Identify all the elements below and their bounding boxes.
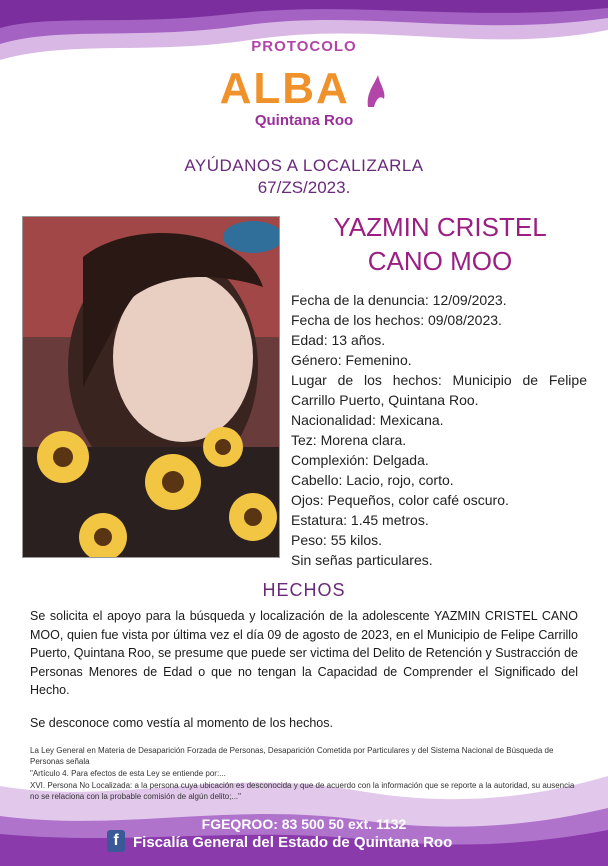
alba-logo — [0, 64, 608, 114]
region-label: Quintana Roo — [254, 112, 354, 129]
detail-complexion: Complexión: Delgada. — [291, 452, 429, 468]
detail-fecha-denuncia: Fecha de la denuncia: 12/09/2023. — [291, 292, 507, 308]
person-details — [291, 290, 587, 570]
alba-wordmark: ALBA — [219, 64, 349, 113]
help-heading: AYÚDANOS A LOCALIZARLA — [184, 156, 424, 175]
missing-person-name — [300, 210, 580, 278]
detail-edad: Edad: 13 años. — [291, 332, 386, 348]
detail-peso: Peso: 55 kilos. — [291, 532, 383, 548]
detail-cabello: Cabello: Lacio, rojo, corto. — [291, 472, 454, 488]
butterfly-icon — [364, 73, 388, 109]
detail-fecha-hechos: Fecha de los hechos: 09/08/2023. — [291, 312, 502, 328]
missing-person-photo — [22, 216, 280, 558]
legal-text — [30, 745, 578, 803]
hechos-paragraph: Se solicita el apoyo para la búsqueda y localización de la adolescente YAZMIN CRISTEL CANO MOO, quien fue vista por última vez el día 09 de agosto de 2023, en el Municipio de Felipe Carrillo Puerto, Quintana Roo, se presume que puede ser victima del Delito de Retención y Sustracción de Personas Menores de Edad o que no tengan la Capacidad de Comprender el Significado del Hecho. — [30, 609, 578, 697]
detail-estatura: Estatura: 1.45 metros. — [291, 512, 429, 528]
legal-line-2: "Artículo 4. Para efectos de esta Ley se entiende por:... — [30, 769, 226, 778]
clothing-note: Se desconoce como vestía al momento de los hechos. — [30, 716, 333, 730]
name-line-1: YAZMIN CRISTEL — [333, 212, 547, 242]
hechos-heading: HECHOS — [262, 580, 346, 600]
protocolo-label: PROTOCOLO — [251, 38, 357, 55]
detail-senas: Sin señas particulares. — [291, 552, 433, 568]
fiscalia-name: Fiscalía General del Estado de Quintana Roo — [133, 834, 453, 851]
detail-ojos: Ojos: Pequeños, color café oscuro. — [291, 492, 509, 508]
legal-line-1: La Ley General en Materia de Desaparición Forzada de Personas, Desaparición Cometida por Particulares y del Sistema Nacional de Búsqueda de Personas señala — [30, 746, 554, 766]
name-line-2: CANO MOO — [367, 246, 513, 276]
detail-nacionalidad: Nacionalidad: Mexicana. — [291, 412, 444, 428]
facebook-icon[interactable]: f — [107, 830, 125, 852]
case-number: 67/ZS/2023. — [257, 178, 351, 197]
photo-illustration — [23, 217, 279, 557]
contact-phone: FGEQROO: 83 500 50 ext. 1132 — [201, 816, 407, 832]
detail-tez: Tez: Morena clara. — [291, 432, 407, 448]
legal-line-3: XVI. Persona No Localizada: a la persona cuya ubicación es desconocida y que de acuerdo con la información que se reporte a la autoridad, su ausencia no se relaciona con la probable comisión de algún delito;..." — [30, 781, 575, 801]
detail-genero: Género: Femenino. — [291, 352, 412, 368]
detail-lugar: Lugar de los hechos: Municipio de Felipe Carrillo Puerto, Quintana Roo. — [291, 372, 587, 408]
